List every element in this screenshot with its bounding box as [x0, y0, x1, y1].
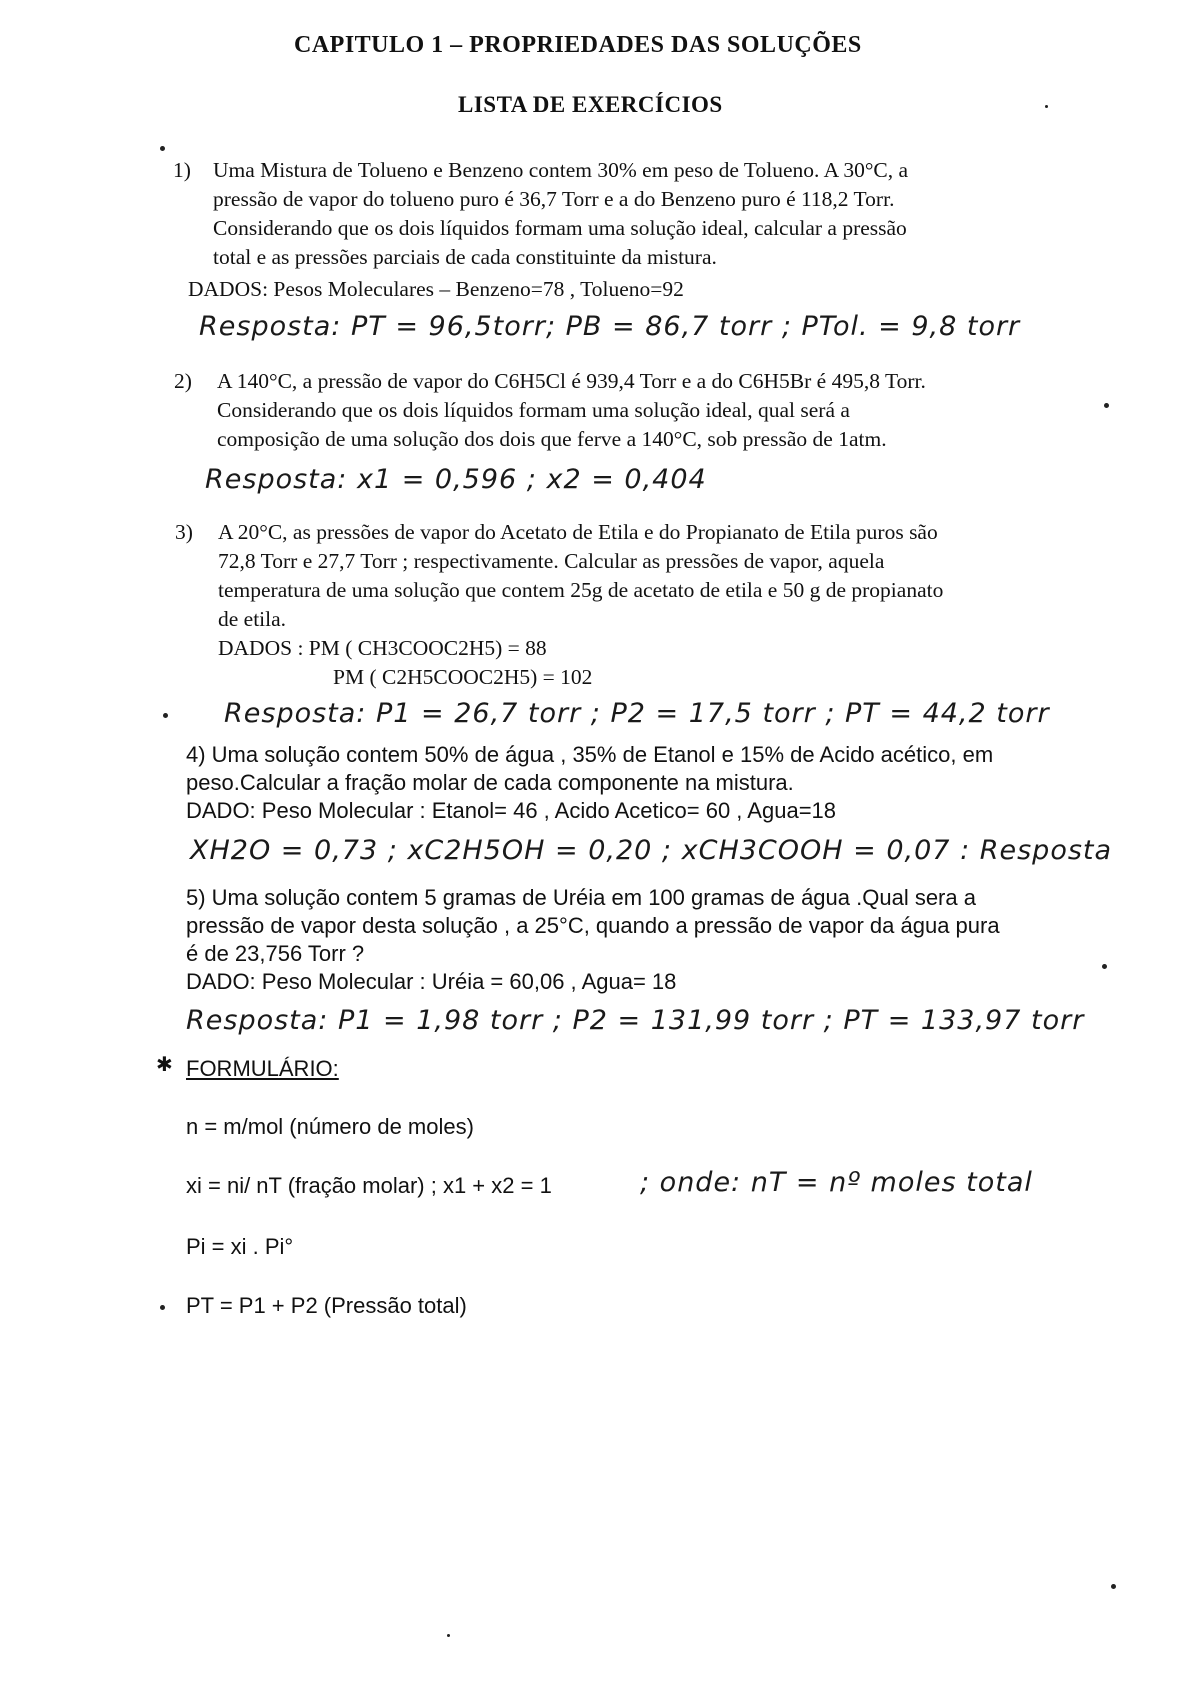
exercise-3-number: 3) [175, 520, 193, 544]
exercise-1-line-4: total e as pressões parciais de cada constituinte da mistura. [213, 245, 717, 269]
exercise-3-data-1: DADOS : PM ( CH3COOC2H5) = 88 [218, 636, 547, 660]
scan-speck [447, 1634, 450, 1637]
exercise-3-line-2: 72,8 Torr e 27,7 Torr ; respectivamente. Calcular as pressões de vapor, aquela [218, 549, 885, 573]
exercise-1-line-1: Uma Mistura de Tolueno e Benzeno contem 30% em peso de Tolueno. A 30°C, a [213, 158, 909, 182]
exercise-4-line-3: DADO: Peso Molecular : Etanol= 46 , Acido Acetico= 60 , Agua=18 [186, 798, 837, 823]
exercise-5-line-2: pressão de vapor desta solução , a 25°C, quando a pressão de vapor da água pura [186, 913, 1000, 938]
list-title: LISTA DE EXERCÍCIOS [458, 92, 723, 117]
exercise-2-line-3: composição de uma solução dos dois que ferve a 140°C, sob pressão de 1atm. [217, 427, 887, 451]
scan-speck [1111, 1584, 1116, 1589]
exercise-5-line-3: é de 23,756 Torr ? [186, 941, 365, 966]
exercise-4-line-2: peso.Calcular a fração molar de cada componente na mistura. [186, 770, 794, 795]
exercise-3-line-3: temperatura de uma solução que contem 25g de acetato de etila e 50 g de propianato [218, 578, 944, 602]
exercise-2-answer: Resposta: x1 = 0,596 ; x2 = 0,404 [205, 464, 707, 495]
exercise-2-number: 2) [174, 369, 192, 393]
scan-speck [160, 146, 165, 151]
formula-moles: n = m/mol (número de moles) [186, 1114, 474, 1139]
scan-speck [1102, 964, 1107, 969]
scan-speck [1045, 105, 1048, 108]
formula-note: ; onde: nT = nº moles total [640, 1167, 1033, 1198]
formula-total-pressure: PT = P1 + P2 (Pressão total) [186, 1293, 467, 1318]
exercise-1-line-2: pressão de vapor do tolueno puro é 36,7 Torr e a do Benzeno puro é 118,2 Torr. [213, 187, 895, 211]
exercise-4-line-1: 4) Uma solução contem 50% de água , 35% de Etanol e 15% de Acido acético, em [186, 742, 994, 767]
exercise-1-number: 1) [173, 158, 191, 182]
exercise-3-answer: Resposta: P1 = 26,7 torr ; P2 = 17,5 torr ; PT = 44,2 torr [224, 698, 1050, 729]
exercise-1-answer: Resposta: PT = 96,5torr; PB = 86,7 torr ; PTol. = 9,8 torr [199, 311, 1021, 342]
scan-speck [163, 713, 168, 718]
formula-molar-fraction: xi = ni/ nT (fração molar) ; x1 + x2 = 1 [186, 1173, 552, 1198]
exercise-1-line-3: Considerando que os dois líquidos formam uma solução ideal, calcular a pressão [213, 216, 907, 240]
scan-speck [160, 1305, 165, 1310]
exercise-3-data-2: PM ( C2H5COOC2H5) = 102 [333, 665, 593, 689]
exercise-5-line-4: DADO: Peso Molecular : Uréia = 60,06 , Agua= 18 [186, 969, 677, 994]
exercise-3-line-1: A 20°C, as pressões de vapor do Acetato de Etila e do Propianato de Etila puros são [218, 520, 938, 544]
exercise-1-data: DADOS: Pesos Moleculares – Benzeno=78 , Tolueno=92 [188, 277, 684, 301]
exercise-5-line-1: 5) Uma solução contem 5 gramas de Uréia em 100 gramas de água .Qual sera a [186, 885, 976, 910]
asterisk-icon: ✱ [156, 1054, 173, 1076]
exercise-2-line-2: Considerando que os dois líquidos formam uma solução ideal, qual será a [217, 398, 850, 422]
exercise-3-line-4: de etila. [218, 607, 287, 631]
chapter-title: CAPITULO 1 – PROPRIEDADES DAS SOLUÇÕES [294, 32, 862, 58]
formula-raoult: Pi = xi . Pi° [186, 1234, 294, 1259]
exercise-5-answer: Resposta: P1 = 1,98 torr ; P2 = 131,99 torr ; PT = 133,97 torr [186, 1005, 1085, 1036]
exercise-2-line-1: A 140°C, a pressão de vapor do C6H5Cl é 939,4 Torr e a do C6H5Br é 495,8 Torr. [217, 369, 926, 393]
formulario-title: FORMULÁRIO: [186, 1056, 339, 1081]
exercise-4-answer: XH2O = 0,73 ; xC2H5OH = 0,20 ; xCH3COOH = 0,07 : Resposta [190, 835, 1113, 866]
scan-speck [1104, 403, 1109, 408]
